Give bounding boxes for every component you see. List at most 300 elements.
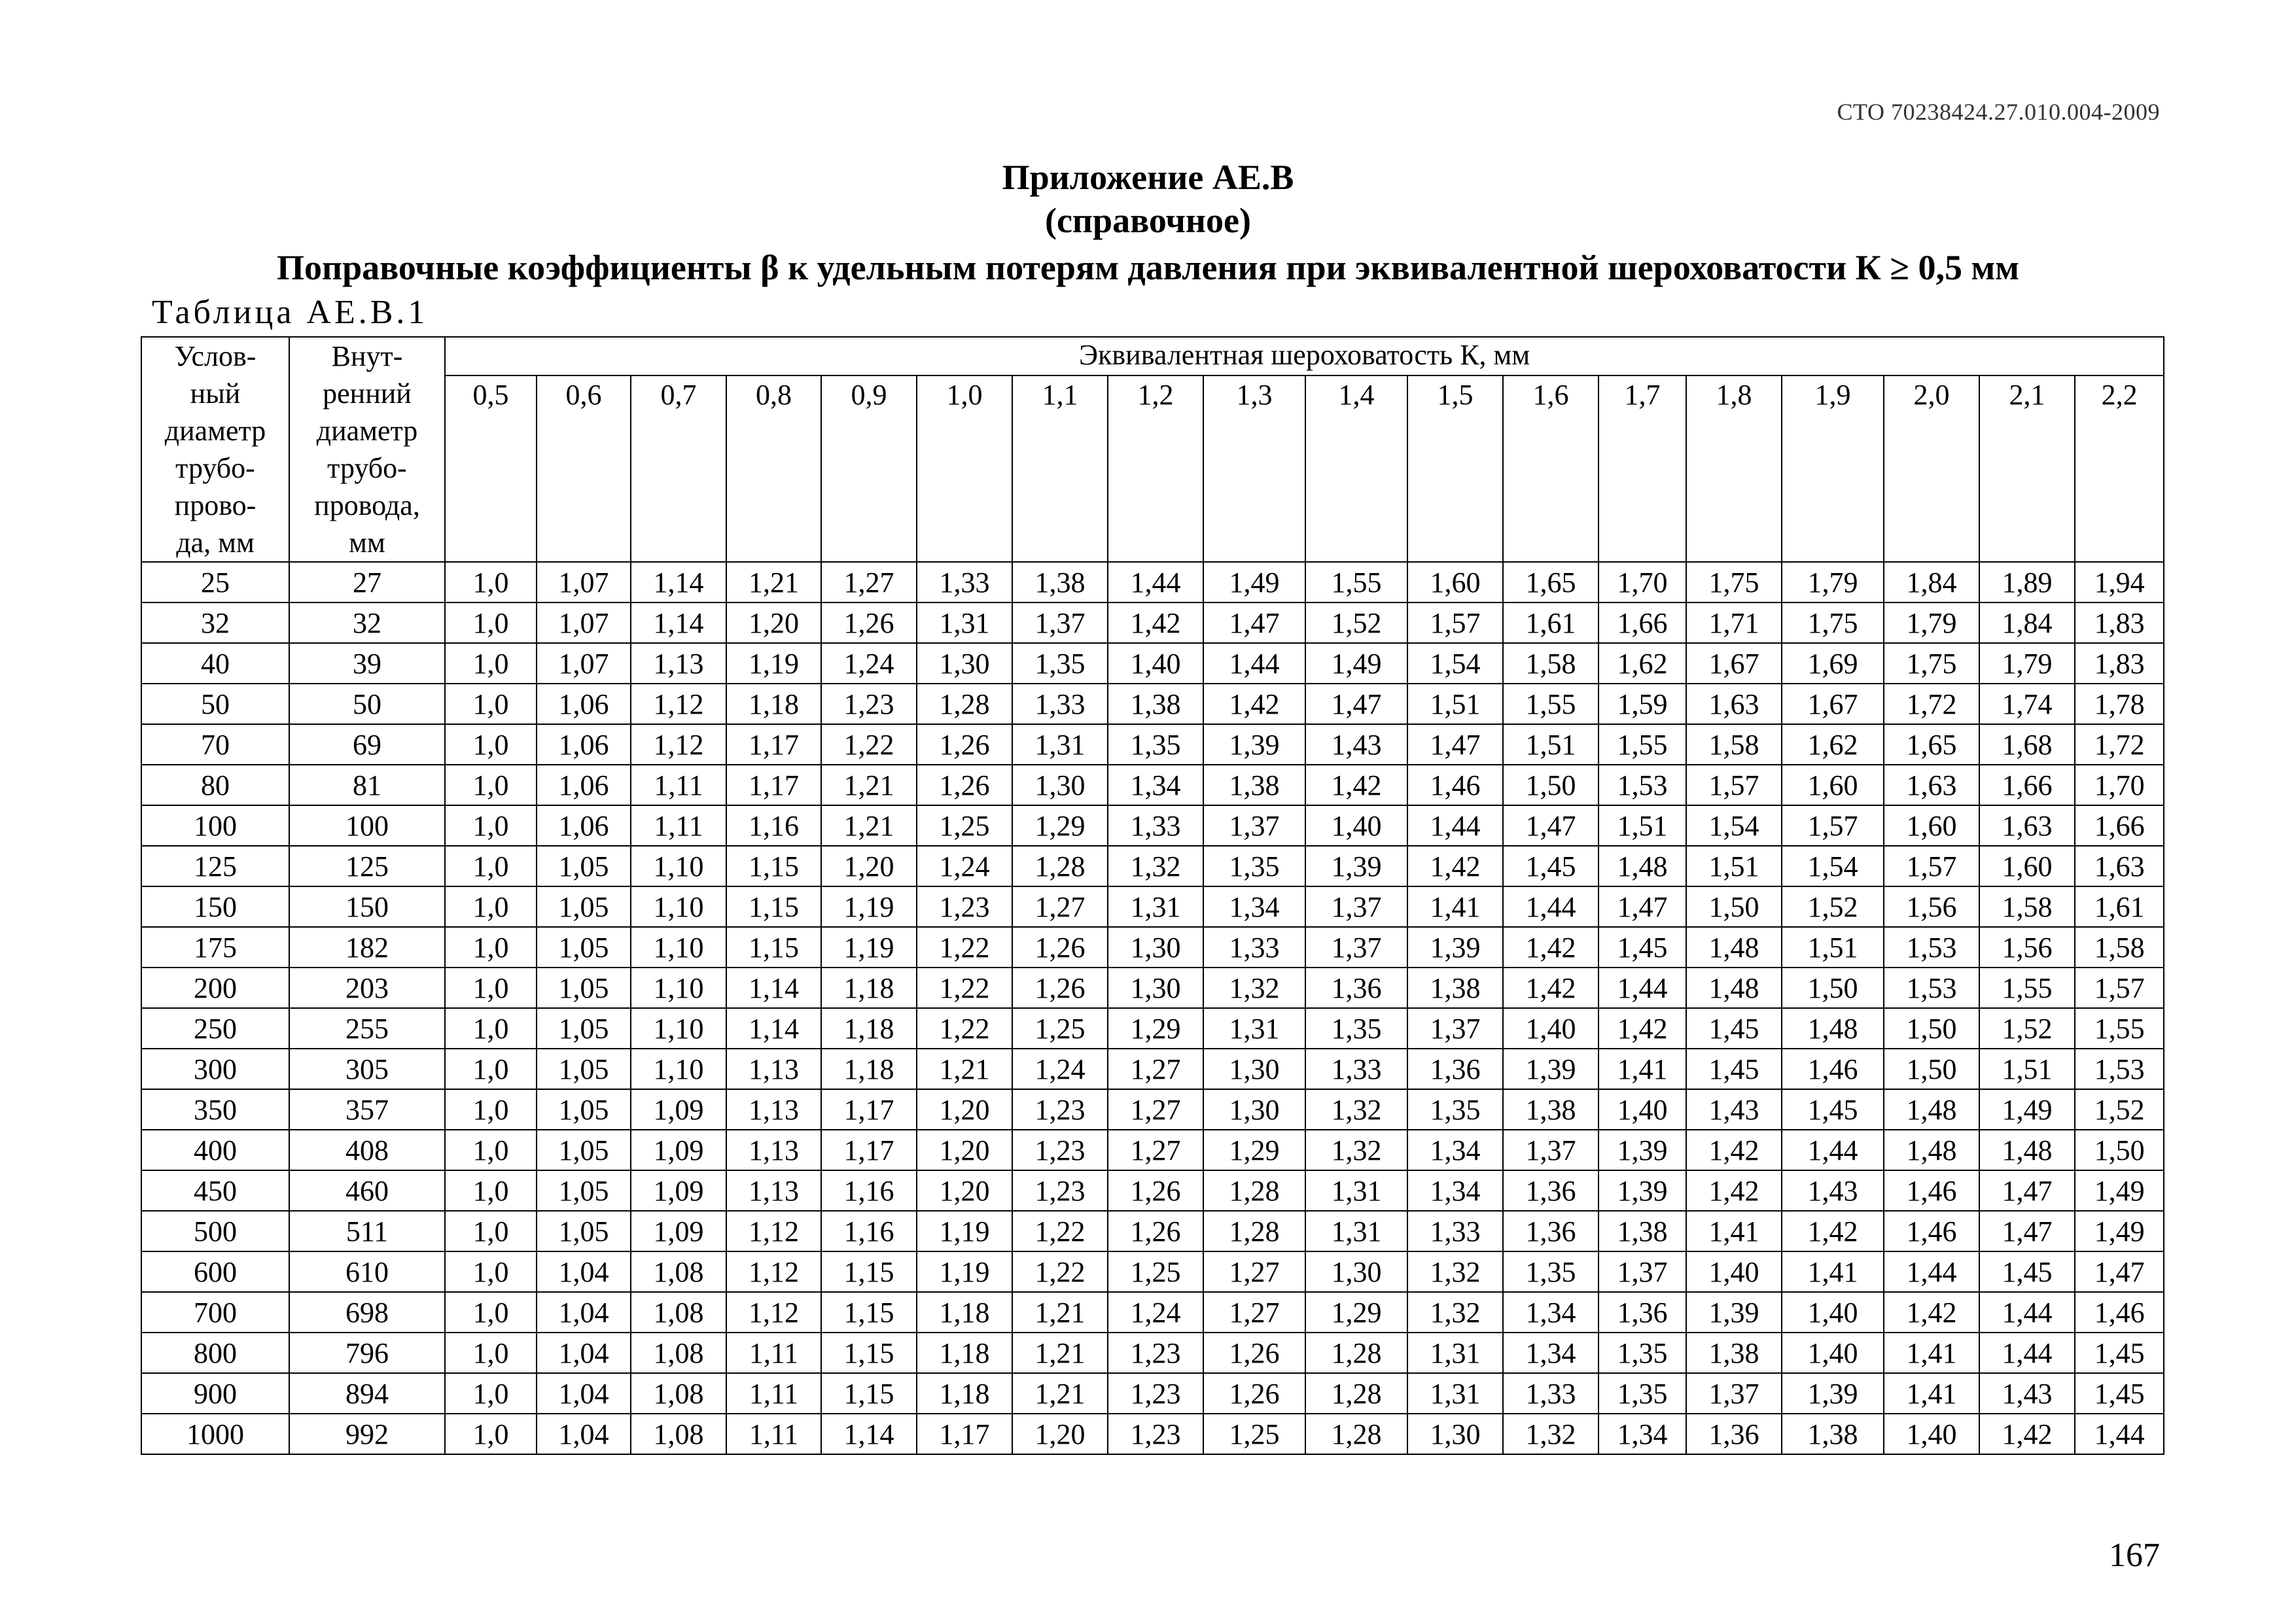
coefficient-cell: 1,25	[1012, 1008, 1108, 1049]
coefficient-cell: 1,27	[1203, 1251, 1305, 1292]
k-value-header: 2,0	[1884, 375, 1979, 562]
coefficient-cell: 1,50	[1884, 1049, 1979, 1089]
coefficient-cell: 1,53	[1598, 765, 1686, 805]
coefficient-cell: 1,22	[821, 724, 917, 765]
table-row	[141, 684, 2164, 724]
coefficient-cell: 1,20	[821, 846, 917, 886]
coefficient-cell: 1,17	[821, 1089, 917, 1130]
nominal-diameter-cell: 70	[141, 724, 289, 765]
coefficient-cell: 1,19	[821, 886, 917, 927]
coefficient-cell: 1,84	[1979, 602, 2075, 643]
coefficient-cell: 1,21	[821, 765, 917, 805]
coefficient-cell: 1,26	[1108, 1211, 1203, 1251]
coefficient-cell: 1,41	[1407, 886, 1503, 927]
coefficient-cell: 1,42	[1686, 1170, 1782, 1211]
coefficient-cell: 1,06	[537, 724, 631, 765]
coefficient-cell: 1,37	[1012, 602, 1108, 643]
coefficient-cell: 1,42	[1305, 765, 1407, 805]
table-label: Таблица АЕ.В.1	[152, 294, 429, 331]
coefficient-cell: 1,28	[917, 684, 1012, 724]
coefficient-cell: 1,27	[1203, 1292, 1305, 1333]
coefficient-cell: 1,43	[1305, 724, 1407, 765]
coefficient-cell: 1,44	[1979, 1292, 2075, 1333]
coefficient-cell: 1,23	[1012, 1089, 1108, 1130]
coefficient-cell: 1,41	[1686, 1211, 1782, 1251]
coefficient-cell: 1,38	[1598, 1211, 1686, 1251]
table-row	[141, 805, 2164, 846]
coefficient-cell: 1,39	[1598, 1130, 1686, 1170]
coefficient-cell: 1,63	[1884, 765, 1979, 805]
coefficient-cell: 1,08	[631, 1414, 726, 1454]
coefficient-cell: 1,34	[1503, 1333, 1598, 1373]
k-value-header: 1,3	[1203, 375, 1305, 562]
k-value-header: 1,2	[1108, 375, 1203, 562]
coefficient-cell: 1,30	[1012, 765, 1108, 805]
coefficient-cell: 1,26	[917, 724, 1012, 765]
coefficient-cell: 1,26	[1012, 927, 1108, 968]
coefficient-cell: 1,08	[631, 1251, 726, 1292]
table-row	[141, 1130, 2164, 1170]
coefficient-cell: 1,35	[1598, 1373, 1686, 1414]
inner-diameter-cell: 203	[289, 968, 445, 1008]
coefficient-cell: 1,37	[1407, 1008, 1503, 1049]
k-value-header: 0,6	[537, 375, 631, 562]
coefficient-cell: 1,0	[445, 1130, 537, 1170]
coefficient-cell: 1,05	[537, 1089, 631, 1130]
coefficient-cell: 1,29	[1012, 805, 1108, 846]
coefficient-cell: 1,46	[2075, 1292, 2164, 1333]
coefficient-cell: 1,75	[1686, 562, 1782, 602]
coefficient-cell: 1,11	[726, 1373, 821, 1414]
coefficient-cell: 1,38	[1782, 1414, 1884, 1454]
coefficient-cell: 1,10	[631, 968, 726, 1008]
coefficient-cell: 1,28	[1203, 1211, 1305, 1251]
coefficient-cell: 1,13	[631, 643, 726, 684]
k-value-header: 1,8	[1686, 375, 1782, 562]
coefficient-cell: 1,45	[1686, 1049, 1782, 1089]
coefficient-cell: 1,33	[1108, 805, 1203, 846]
coefficient-cell: 1,21	[1012, 1373, 1108, 1414]
coefficient-cell: 1,39	[1503, 1049, 1598, 1089]
coefficient-cell: 1,0	[445, 562, 537, 602]
coefficient-cell: 1,34	[1203, 886, 1305, 927]
coefficient-cell: 1,39	[1407, 927, 1503, 968]
coefficient-cell: 1,30	[1108, 968, 1203, 1008]
coefficient-cell: 1,43	[1979, 1373, 2075, 1414]
coefficient-cell: 1,06	[537, 765, 631, 805]
coefficient-cell: 1,40	[1884, 1414, 1979, 1454]
coefficient-cell: 1,32	[1407, 1292, 1503, 1333]
coefficient-cell: 1,54	[1686, 805, 1782, 846]
table-row	[141, 643, 2164, 684]
coefficient-cell: 1,05	[537, 1130, 631, 1170]
coefficient-cell: 1,45	[1979, 1251, 2075, 1292]
coefficient-cell: 1,25	[917, 805, 1012, 846]
coefficient-cell: 1,55	[2075, 1008, 2164, 1049]
coefficient-cell: 1,33	[1305, 1049, 1407, 1089]
inner-diameter-cell: 992	[289, 1414, 445, 1454]
coefficient-cell: 1,26	[1108, 1170, 1203, 1211]
coefficient-cell: 1,79	[1782, 562, 1884, 602]
coefficient-cell: 1,51	[1407, 684, 1503, 724]
nominal-diameter-cell: 300	[141, 1049, 289, 1089]
coefficient-cell: 1,55	[1305, 562, 1407, 602]
coefficient-cell: 1,15	[821, 1292, 917, 1333]
inner-diameter-cell: 125	[289, 846, 445, 886]
k-value-header: 1,7	[1598, 375, 1686, 562]
coefficient-cell: 1,26	[917, 765, 1012, 805]
coefficient-cell: 1,45	[1686, 1008, 1782, 1049]
coefficient-cell: 1,44	[1884, 1251, 1979, 1292]
coefficient-cell: 1,28	[1305, 1373, 1407, 1414]
coefficient-cell: 1,84	[1884, 562, 1979, 602]
coefficient-cell: 1,16	[821, 1170, 917, 1211]
coefficient-cell: 1,24	[1012, 1049, 1108, 1089]
coefficient-cell: 1,59	[1598, 684, 1686, 724]
coefficient-cell: 1,36	[1503, 1170, 1598, 1211]
coefficient-cell: 1,55	[1598, 724, 1686, 765]
coefficient-cell: 1,06	[537, 805, 631, 846]
coefficient-cell: 1,49	[2075, 1211, 2164, 1251]
coefficient-cell: 1,22	[917, 927, 1012, 968]
coefficient-cell: 1,42	[1203, 684, 1305, 724]
nominal-diameter-cell: 150	[141, 886, 289, 927]
coefficient-cell: 1,42	[1407, 846, 1503, 886]
coefficient-cell: 1,17	[726, 765, 821, 805]
coefficient-cell: 1,40	[1503, 1008, 1598, 1049]
coefficient-cell: 1,65	[1884, 724, 1979, 765]
coefficient-cell: 1,39	[1686, 1292, 1782, 1333]
coefficient-cell: 1,37	[1203, 805, 1305, 846]
table-row	[141, 1089, 2164, 1130]
coefficient-cell: 1,28	[1012, 846, 1108, 886]
coefficient-cell: 1,15	[821, 1251, 917, 1292]
coefficient-cell: 1,45	[1782, 1089, 1884, 1130]
coefficient-cell: 1,48	[1598, 846, 1686, 886]
nominal-diameter-cell: 700	[141, 1292, 289, 1333]
coefficient-cell: 1,61	[1503, 602, 1598, 643]
coefficient-cell: 1,66	[1979, 765, 2075, 805]
coefficient-cell: 1,31	[1305, 1211, 1407, 1251]
coefficient-cell: 1,51	[1598, 805, 1686, 846]
coefficient-cell: 1,14	[821, 1414, 917, 1454]
coefficient-cell: 1,13	[726, 1170, 821, 1211]
nominal-diameter-cell: 25	[141, 562, 289, 602]
coefficient-cell: 1,46	[1782, 1049, 1884, 1089]
coefficient-cell: 1,56	[1979, 927, 2075, 968]
coefficient-cell: 1,21	[1012, 1333, 1108, 1373]
col-header-inner-diameter	[289, 337, 445, 562]
inner-diameter-cell: 69	[289, 724, 445, 765]
inner-diameter-cell: 150	[289, 886, 445, 927]
coefficient-cell: 1,40	[1305, 805, 1407, 846]
inner-diameter-cell: 39	[289, 643, 445, 684]
coefficient-cell: 1,14	[726, 1008, 821, 1049]
coefficient-cell: 1,22	[917, 1008, 1012, 1049]
coefficient-cell: 1,33	[1503, 1373, 1598, 1414]
nominal-diameter-cell: 350	[141, 1089, 289, 1130]
coefficient-cell: 1,42	[1503, 927, 1598, 968]
coefficient-cell: 1,10	[631, 1049, 726, 1089]
nominal-diameter-cell: 200	[141, 968, 289, 1008]
coefficient-cell: 1,40	[1782, 1333, 1884, 1373]
coefficient-cell: 1,52	[2075, 1089, 2164, 1130]
table-row	[141, 765, 2164, 805]
nominal-diameter-cell: 450	[141, 1170, 289, 1211]
coefficient-cell: 1,26	[821, 602, 917, 643]
coefficient-cell: 1,35	[1203, 846, 1305, 886]
coefficient-cell: 1,18	[917, 1292, 1012, 1333]
header-line: ренний	[323, 377, 412, 410]
coefficient-cell: 1,63	[1686, 684, 1782, 724]
coefficient-cell: 1,34	[1503, 1292, 1598, 1333]
coefficient-cell: 1,0	[445, 805, 537, 846]
coefficient-cell: 1,42	[1782, 1211, 1884, 1251]
coefficient-cell: 1,47	[1203, 602, 1305, 643]
k-value-header: 2,1	[1979, 375, 2075, 562]
coefficient-cell: 1,71	[1686, 602, 1782, 643]
coefficient-cell: 1,28	[1203, 1170, 1305, 1211]
coefficient-cell: 1,61	[2075, 886, 2164, 927]
header-line: Услов-	[174, 340, 256, 372]
k-value-header: 1,1	[1012, 375, 1108, 562]
coefficient-cell: 1,21	[1012, 1292, 1108, 1333]
coefficient-cell: 1,72	[2075, 724, 2164, 765]
coefficient-cell: 1,31	[1305, 1170, 1407, 1211]
coefficient-cell: 1,26	[1203, 1333, 1305, 1373]
coefficient-cell: 1,0	[445, 1049, 537, 1089]
coefficient-cell: 1,13	[726, 1049, 821, 1089]
coefficient-cell: 1,47	[1979, 1170, 2075, 1211]
coefficient-cell: 1,05	[537, 1008, 631, 1049]
col-header-nominal-diameter	[141, 337, 289, 562]
coefficient-cell: 1,44	[1203, 643, 1305, 684]
coefficient-cell: 1,15	[726, 846, 821, 886]
coefficient-cell: 1,57	[1884, 846, 1979, 886]
coefficient-cell: 1,60	[1407, 562, 1503, 602]
table-row	[141, 562, 2164, 602]
coefficient-cell: 1,41	[1884, 1333, 1979, 1373]
coefficient-cell: 1,32	[1305, 1089, 1407, 1130]
coefficient-cell: 1,36	[1305, 968, 1407, 1008]
table-body	[141, 562, 2164, 1454]
coefficient-cell: 1,38	[1686, 1333, 1782, 1373]
coefficient-cell: 1,44	[1782, 1130, 1884, 1170]
nominal-diameter-cell: 125	[141, 846, 289, 886]
table-row	[141, 1414, 2164, 1454]
header-line: да, мм	[176, 527, 255, 559]
header-line: диаметр	[316, 415, 418, 447]
coefficient-cell: 1,15	[726, 886, 821, 927]
coefficient-cell: 1,11	[726, 1333, 821, 1373]
coefficient-cell: 1,33	[1203, 927, 1305, 968]
coefficient-cell: 1,51	[1979, 1049, 2075, 1089]
coefficient-cell: 1,68	[1979, 724, 2075, 765]
coefficient-cell: 1,58	[2075, 927, 2164, 968]
coefficient-cell: 1,0	[445, 1008, 537, 1049]
coefficient-cell: 1,72	[1884, 684, 1979, 724]
table-row	[141, 1211, 2164, 1251]
nominal-diameter-cell: 800	[141, 1333, 289, 1373]
coefficient-cell: 1,50	[2075, 1130, 2164, 1170]
table-row	[141, 1251, 2164, 1292]
coefficient-cell: 1,05	[537, 846, 631, 886]
header-line: ный	[190, 377, 241, 410]
coefficient-cell: 1,0	[445, 1089, 537, 1130]
coefficient-cell: 1,45	[1503, 846, 1598, 886]
coefficient-cell: 1,57	[1407, 602, 1503, 643]
appendix-status: (справочное)	[1044, 201, 1251, 240]
coefficient-cell: 1,25	[1203, 1414, 1305, 1454]
coefficient-cell: 1,47	[1407, 724, 1503, 765]
coefficient-cell: 1,06	[537, 684, 631, 724]
coefficient-cell: 1,51	[1782, 927, 1884, 968]
nominal-diameter-cell: 175	[141, 927, 289, 968]
k-value-header: 0,8	[726, 375, 821, 562]
inner-diameter-cell: 610	[289, 1251, 445, 1292]
header-line: диаметр	[164, 415, 266, 447]
k-value-header: 2,2	[2075, 375, 2164, 562]
coefficient-cell: 1,19	[726, 643, 821, 684]
table-row	[141, 1292, 2164, 1333]
inner-diameter-cell: 305	[289, 1049, 445, 1089]
coefficient-cell: 1,21	[726, 562, 821, 602]
coefficient-cell: 1,43	[1782, 1170, 1884, 1211]
coefficient-cell: 1,28	[1305, 1333, 1407, 1373]
coefficient-cell: 1,36	[1598, 1292, 1686, 1333]
coefficient-cell: 1,38	[1012, 562, 1108, 602]
coefficient-cell: 1,46	[1884, 1170, 1979, 1211]
coefficient-cell: 1,24	[1108, 1292, 1203, 1333]
coefficient-cell: 1,18	[917, 1373, 1012, 1414]
coefficient-cell: 1,0	[445, 643, 537, 684]
coefficient-cell: 1,25	[1108, 1251, 1203, 1292]
coefficient-cell: 1,05	[537, 1211, 631, 1251]
group-header-roughness: Эквивалентная шероховатость К, мм	[445, 337, 2164, 375]
coefficient-cell: 1,29	[1305, 1292, 1407, 1333]
coefficient-cell: 1,34	[1108, 765, 1203, 805]
coefficient-cell: 1,07	[537, 562, 631, 602]
coefficient-cell: 1,20	[917, 1130, 1012, 1170]
inner-diameter-cell: 460	[289, 1170, 445, 1211]
coefficient-cell: 1,63	[2075, 846, 2164, 886]
k-values-row	[141, 375, 2164, 562]
coefficient-cell: 1,50	[1503, 765, 1598, 805]
coefficient-cell: 1,0	[445, 1251, 537, 1292]
coefficient-cell: 1,27	[1108, 1089, 1203, 1130]
inner-diameter-cell: 796	[289, 1333, 445, 1373]
coefficient-cell: 1,55	[1503, 684, 1598, 724]
coefficient-cell: 1,36	[1503, 1211, 1598, 1251]
coefficient-cell: 1,50	[1782, 968, 1884, 1008]
coefficient-cell: 1,44	[1503, 886, 1598, 927]
coefficient-cell: 1,75	[1884, 643, 1979, 684]
inner-diameter-cell: 511	[289, 1211, 445, 1251]
coefficient-cell: 1,31	[1012, 724, 1108, 765]
coefficient-cell: 1,53	[1884, 968, 1979, 1008]
coefficient-cell: 1,47	[1503, 805, 1598, 846]
coefficient-cell: 1,20	[917, 1089, 1012, 1130]
coefficient-cell: 1,57	[2075, 968, 2164, 1008]
coefficient-cell: 1,39	[1782, 1373, 1884, 1414]
header-line: трубо-	[175, 452, 255, 484]
coefficient-cell: 1,0	[445, 886, 537, 927]
coefficient-cell: 1,67	[1782, 684, 1884, 724]
coefficient-cell: 1,32	[1503, 1414, 1598, 1454]
coefficient-cell: 1,17	[726, 724, 821, 765]
coefficient-cell: 1,14	[631, 562, 726, 602]
coefficient-cell: 1,58	[1686, 724, 1782, 765]
coefficient-cell: 1,42	[1503, 968, 1598, 1008]
coefficient-cell: 1,79	[1884, 602, 1979, 643]
coefficient-cell: 1,32	[1108, 846, 1203, 886]
coefficient-cell: 1,18	[821, 968, 917, 1008]
coefficient-cell: 1,94	[2075, 562, 2164, 602]
coefficient-cell: 1,08	[631, 1333, 726, 1373]
coefficient-cell: 1,38	[1407, 968, 1503, 1008]
coefficient-cell: 1,39	[1305, 846, 1407, 886]
coefficient-cell: 1,35	[1598, 1333, 1686, 1373]
coefficient-cell: 1,17	[821, 1130, 917, 1170]
coefficient-cell: 1,49	[1305, 643, 1407, 684]
coefficient-cell: 1,23	[1108, 1414, 1203, 1454]
coefficient-cell: 1,35	[1503, 1251, 1598, 1292]
coefficient-cell: 1,35	[1012, 643, 1108, 684]
coefficient-cell: 1,37	[1305, 886, 1407, 927]
coefficient-cell: 1,47	[1979, 1211, 2075, 1251]
coefficient-cell: 1,55	[1979, 968, 2075, 1008]
coefficient-cell: 1,83	[2075, 643, 2164, 684]
coefficient-cell: 1,51	[1503, 724, 1598, 765]
coefficient-cell: 1,24	[917, 846, 1012, 886]
inner-diameter-cell: 100	[289, 805, 445, 846]
coefficient-cell: 1,40	[1108, 643, 1203, 684]
coefficient-cell: 1,15	[821, 1333, 917, 1373]
coefficient-cell: 1,60	[1979, 846, 2075, 886]
coefficient-cell: 1,0	[445, 846, 537, 886]
coefficient-cell: 1,42	[1598, 1008, 1686, 1049]
header-line: Внут-	[331, 340, 403, 372]
inner-diameter-cell: 32	[289, 602, 445, 643]
coefficient-cell: 1,19	[917, 1251, 1012, 1292]
document-code: СТО 70238424.27.010.004-2009	[1837, 99, 2160, 125]
table-row	[141, 968, 2164, 1008]
coefficient-cell: 1,10	[631, 1008, 726, 1049]
k-value-header: 0,7	[631, 375, 726, 562]
coefficient-cell: 1,45	[2075, 1333, 2164, 1373]
nominal-diameter-cell: 80	[141, 765, 289, 805]
nominal-diameter-cell: 32	[141, 602, 289, 643]
header-line: прово-	[174, 489, 256, 521]
coefficient-cell: 1,47	[2075, 1251, 2164, 1292]
inner-diameter-cell: 894	[289, 1373, 445, 1414]
coefficient-cell: 1,48	[1782, 1008, 1884, 1049]
coefficient-cell: 1,48	[1884, 1089, 1979, 1130]
coefficient-cell: 1,57	[1686, 765, 1782, 805]
coefficient-cell: 1,0	[445, 765, 537, 805]
coefficient-cell: 1,12	[726, 1211, 821, 1251]
coefficient-cell: 1,45	[1598, 927, 1686, 968]
coefficient-cell: 1,07	[537, 602, 631, 643]
coefficient-table	[141, 336, 2164, 1455]
coefficient-cell: 1,78	[2075, 684, 2164, 724]
coefficient-cell: 1,35	[1305, 1008, 1407, 1049]
inner-diameter-cell: 357	[289, 1089, 445, 1130]
coefficient-cell: 1,04	[537, 1333, 631, 1373]
coefficient-cell: 1,10	[631, 886, 726, 927]
coefficient-cell: 1,58	[1979, 886, 2075, 927]
coefficient-cell: 1,11	[726, 1414, 821, 1454]
